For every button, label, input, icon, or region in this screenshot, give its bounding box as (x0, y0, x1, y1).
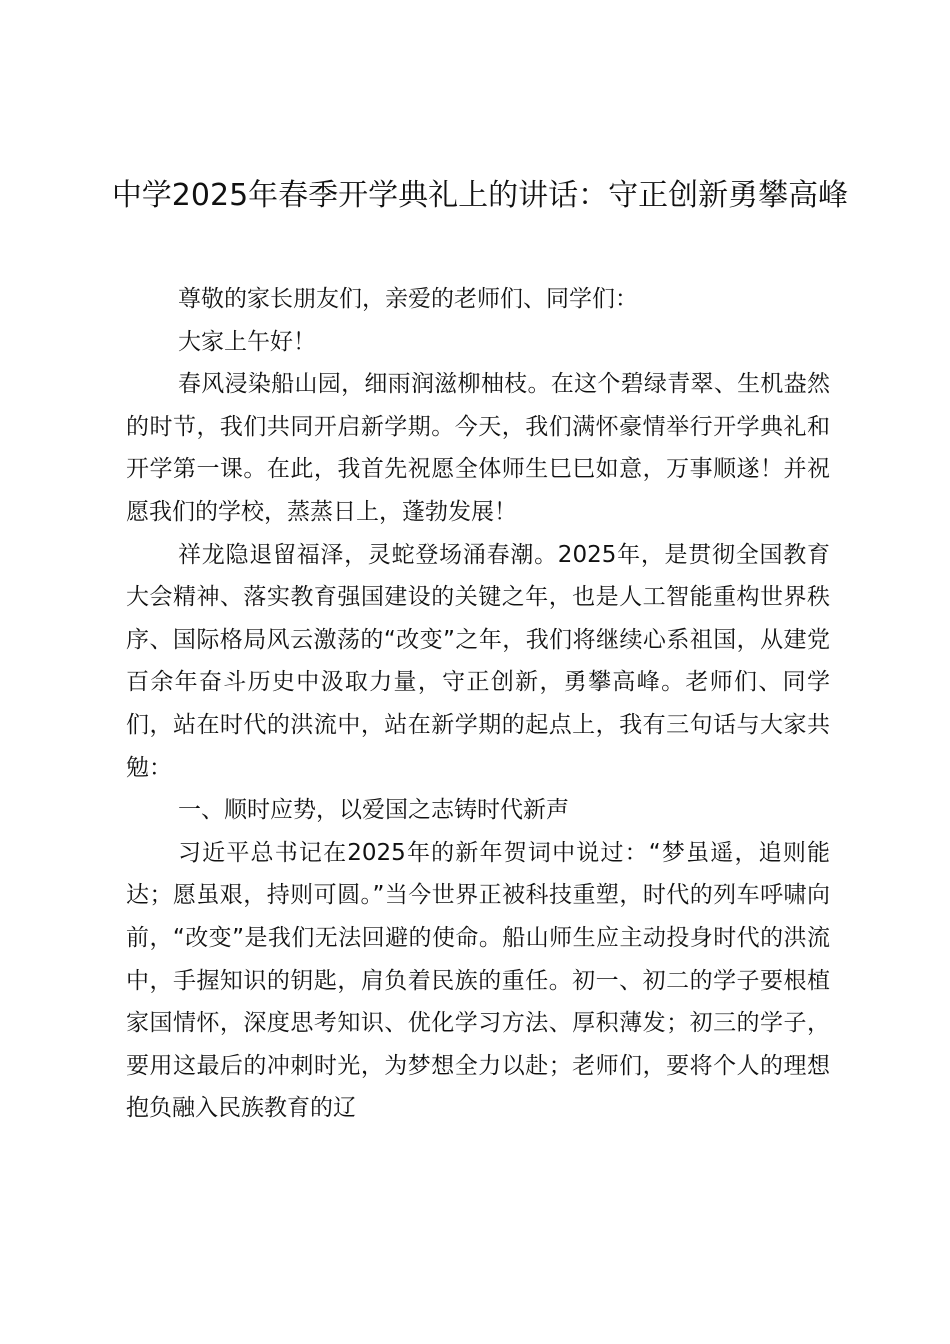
greeting-line: 尊敬的家长朋友们，亲爱的老师们、同学们： (178, 286, 638, 312)
body-paragraph: 习近平总书记在2025年的新年贺词中说过：“梦虽遥，追则能达；愿虽艰，持则可圆。”当今世界正被科技重塑，时代的列车呼啸向前，“改变”是我们无法回避的使命。船山师生应主动投身时代的洪流中，手握知识的钥匙，肩负着民族的重任。初一、初二的学子要根植家国情怀，深度思考知识、优化学习方法、厚积薄发；初三的学子，要用这最后的冲刺时光，为梦想全力以赴；老师们，要将个人的理想抱负融入民族教育的辽 (126, 839, 830, 1122)
document-body (126, 278, 830, 1130)
body-paragraph: 春风浸染船山园，细雨润滋柳柚枝。在这个碧绿青翠、生机盎然的时节，我们共同开启新学期。今天，我们满怀豪情举行开学典礼和开学第一课。在此，我首先祝愿全体师生巳巳如意，万事顺遂！并祝愿我们的学校，蒸蒸日上，蓬勃发展！ (126, 371, 830, 525)
document-title: 中学2025年春季开学典礼上的讲话：守正创新勇攀高峰 (111, 178, 849, 213)
body-paragraph: 祥龙隐退留福泽，灵蛇登场涌春潮。2025年，是贯彻全国教育大会精神、落实教育强国建设的关键之年，也是人工智能重构世界秩序、国际格局风云激荡的“改变”之年，我们将继续心系祖国，从建党百余年奋斗历史中汲取力量，守正创新，勇攀高峰。老师们、同学们，站在时代的洪流中，站在新学期的起点上，我有三句话与大家共勉： (126, 541, 830, 781)
section-heading: 一、顺时应势，以爱国之志铸时代新声 (178, 797, 569, 824)
salutation-line: 大家上午好！ (178, 328, 316, 355)
